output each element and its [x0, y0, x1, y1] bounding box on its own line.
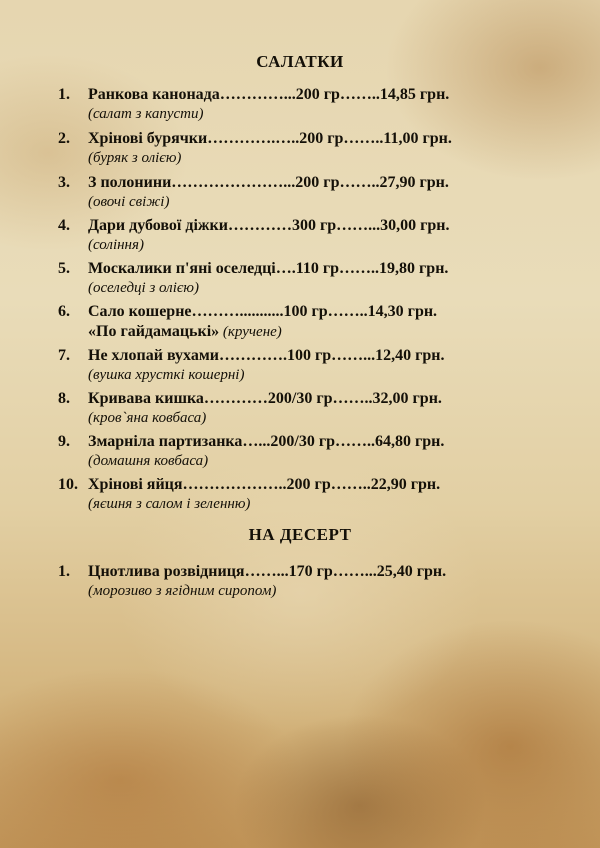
item-line: Ранкова канонада…………...200 гр……..14,85 грн.: [88, 86, 450, 103]
item-number: 5.: [58, 260, 70, 277]
item-line: Кривава кишка…………200/30 гр……..32,00 грн.: [88, 390, 442, 407]
menu-item: [58, 172, 558, 212]
item-line: Дари дубової діжки…………300 гр……...30,00 грн.: [88, 217, 450, 234]
item-description-bold: «По гайдамацькі»: [88, 323, 220, 340]
item-line: Хрінові бурячки………….…..200 гр……..11,00 грн.: [88, 130, 452, 147]
item-description: (яєшня з салом і зеленню): [88, 496, 251, 512]
menu-item: [58, 431, 558, 471]
item-description: (оселедці з олією): [88, 280, 199, 296]
item-number: 1.: [58, 86, 70, 103]
item-description: (кров`яна ковбаса): [88, 410, 207, 426]
item-description: (салат з капусти): [88, 106, 204, 122]
item-number: 9.: [58, 433, 70, 450]
item-number: 2.: [58, 130, 70, 147]
item-number: 8.: [58, 390, 70, 407]
item-description: (домашня ковбаса): [88, 453, 209, 469]
item-line: Цнотлива розвідниця……...170 гр……...25,40 грн.: [88, 563, 447, 580]
item-description: (вушка хрусткі кошерні): [88, 367, 245, 383]
menu-item: [58, 215, 558, 255]
item-number: 7.: [58, 347, 70, 364]
menu-item: [58, 388, 558, 428]
item-description: (овочі свіжі): [88, 194, 170, 210]
menu-item: [58, 258, 558, 298]
item-description: (морозиво з ягідним сиропом): [88, 583, 277, 599]
menu-item: [58, 345, 558, 385]
item-line: Хрінові яйця………………..200 гр……..22,90 грн.: [88, 476, 441, 493]
item-description-italic: (кручене): [219, 324, 282, 340]
item-number: 4.: [58, 217, 70, 234]
menu-item: [58, 128, 558, 168]
menu-item: [58, 474, 558, 514]
menu-item: [58, 561, 558, 601]
section-title-salads: САЛАТКИ: [256, 52, 344, 71]
item-number: 10.: [58, 476, 78, 493]
item-number: 6.: [58, 303, 70, 320]
menu-item: [58, 84, 558, 124]
section-title-dessert: НА ДЕСЕРТ: [248, 525, 352, 544]
item-line: Москалики п'яні оселедці….110 гр……..19,80 грн.: [88, 260, 449, 277]
item-number: 3.: [58, 174, 70, 191]
item-description: [88, 322, 558, 342]
menu-item: [58, 301, 558, 342]
item-number: 1.: [58, 563, 70, 580]
item-line: Сало кошерне………...........100 гр……..14,30 грн.: [88, 303, 438, 320]
item-line: Не хлопай вухами………….100 гр……...12,40 грн.: [88, 347, 445, 364]
item-description: (буряк з олією): [88, 150, 182, 166]
item-line: Змарніла партизанка…...200/30 гр……..64,80 грн.: [88, 433, 445, 450]
item-description: (соління): [88, 237, 144, 253]
item-line: З полонини…………………...200 гр……..27,90 грн.: [88, 174, 449, 191]
